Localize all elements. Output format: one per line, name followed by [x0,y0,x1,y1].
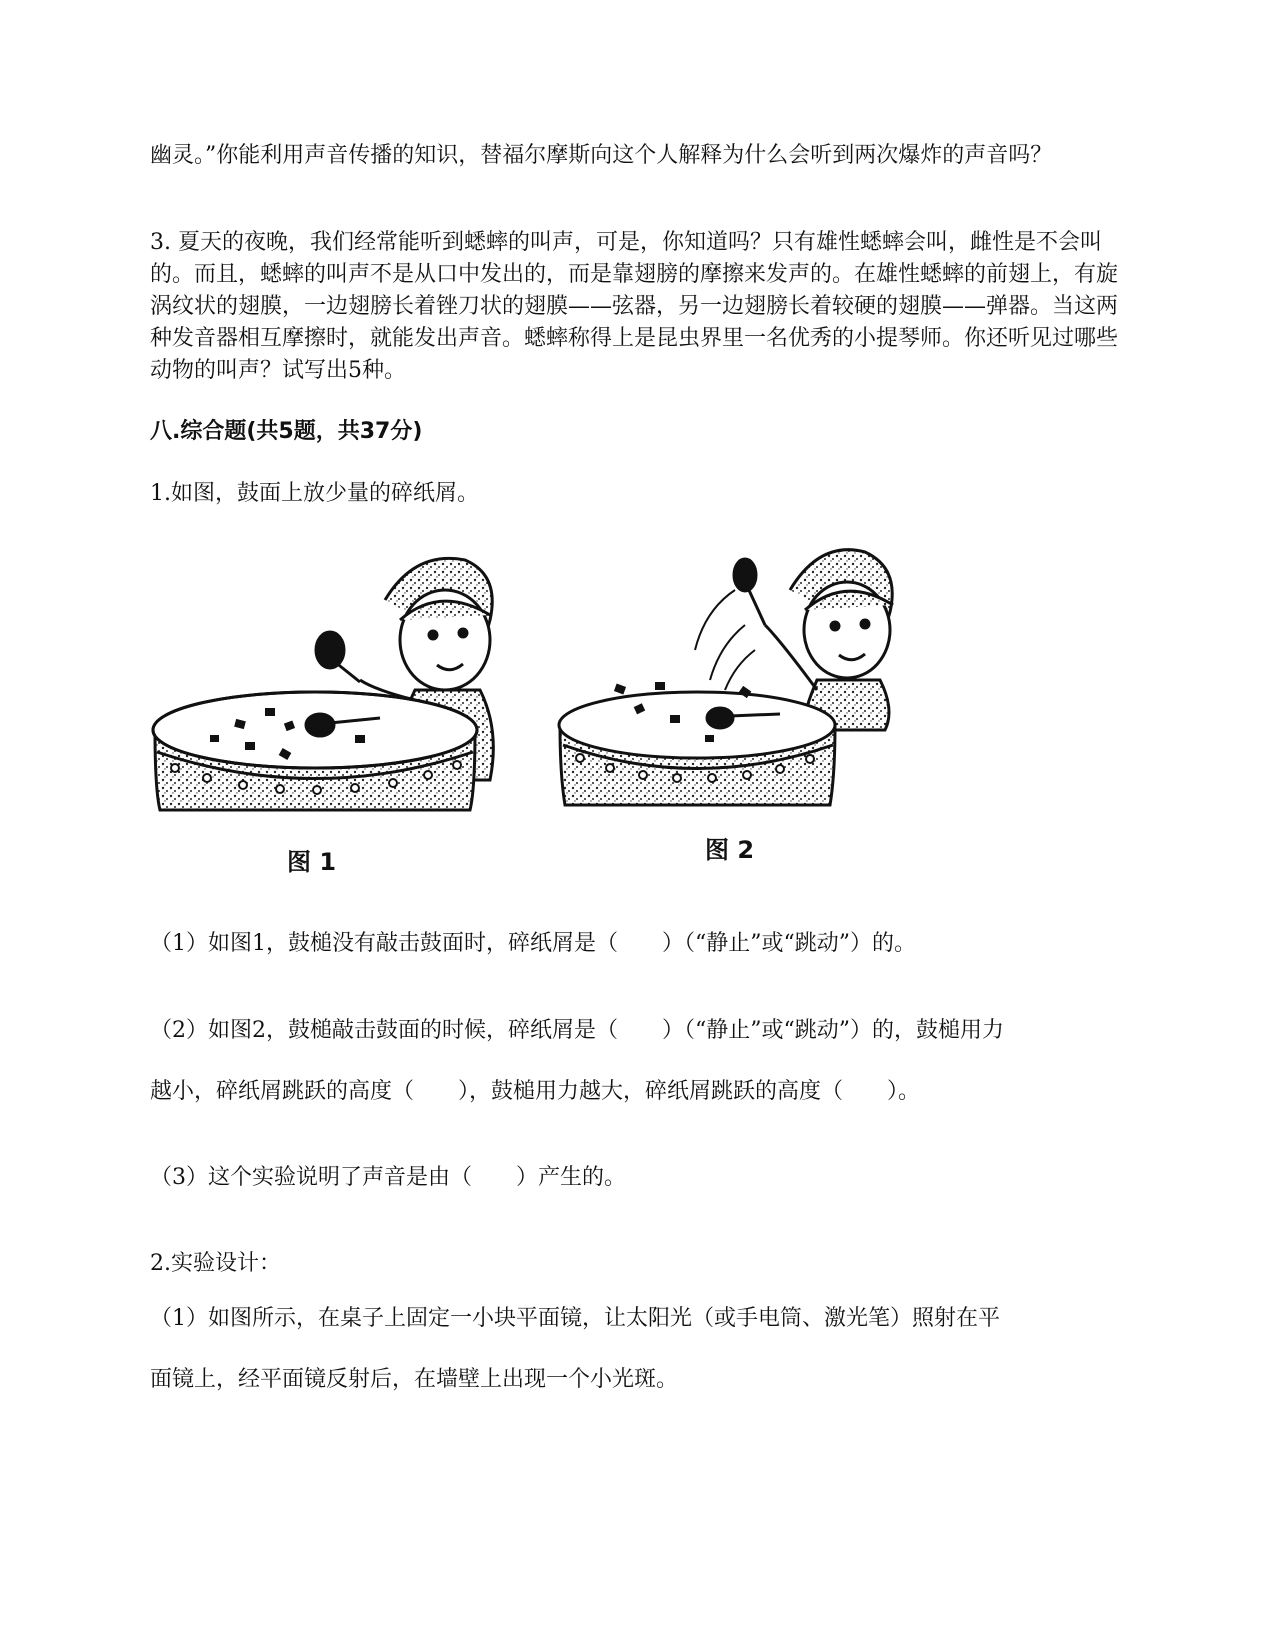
section-heading: 八.综合题(共5题，共37分) [150,419,423,444]
item-1-stem: 1.如图，鼓面上放少量的碎纸屑。 [150,481,479,506]
item-2-sub-1-line-1: （1）如图所示，在桌子上固定一小块平面镜，让太阳光（或手电筒、激光笔）照射在平 [150,1306,1000,1331]
figure-2-caption: 图 2 [705,836,755,864]
figure-1-drum-still [145,530,505,815]
drum-icon [153,692,477,810]
figure-1-caption: 图 1 [287,848,337,876]
item-1-sub-2-line-1: （2）如图2，鼓槌敲击鼓面的时候，碎纸屑是（ ）（“静止”或“跳动”）的，鼓槌用力 [150,1018,1004,1043]
figure-2-drum-struck [555,530,895,810]
item-2-stem: 2.实验设计： [150,1251,281,1276]
drum-icon [559,692,835,805]
drumstick-icon [734,559,765,625]
item-1-sub-2-line-2: 越小，碎纸屑跳跃的高度（ ），鼓槌用力越大，碎纸屑跳跃的高度（ ）。 [150,1079,921,1104]
motion-lines [695,590,755,690]
drumstick-icon [316,632,360,682]
previous-question-tail: 幽灵。”你能利用声音传播的知识，替福尔摩斯向这个人解释为什么会听到两次爆炸的声音吗？ [150,143,1053,168]
question-3-cricket: 3. 夏天的夜晚，我们经常能听到蟋蟀的叫声，可是，你知道吗？只有雄性蟋蟀会叫，雌性是不会叫的。而且，蟋蟀的叫声不是从口中发出的，而是靠翅膀的摩擦来发声的。在雄性蟋蟀的前翅上，有旋涡纹状的翅膜，一边翅膀长着锉刀状的翅膜——弦器，另一边翅膀长着较硬的翅膜——弹器。当这两种发音器相互摩擦时，就能发出声音。蟋蟀称得上是昆虫界里一名优秀的小提琴师。你还听见过哪些动物的叫声？试写出5种。 [150,230,1119,383]
item-1-sub-3: （3）这个实验说明了声音是由（ ）产生的。 [150,1165,626,1190]
item-1-sub-1: （1）如图1，鼓槌没有敲击鼓面时，碎纸屑是（ ）（“静止”或“跳动”）的。 [150,931,916,956]
item-2-sub-1-line-2: 面镜上，经平面镜反射后，在墙壁上出现一个小光斑。 [150,1367,679,1392]
